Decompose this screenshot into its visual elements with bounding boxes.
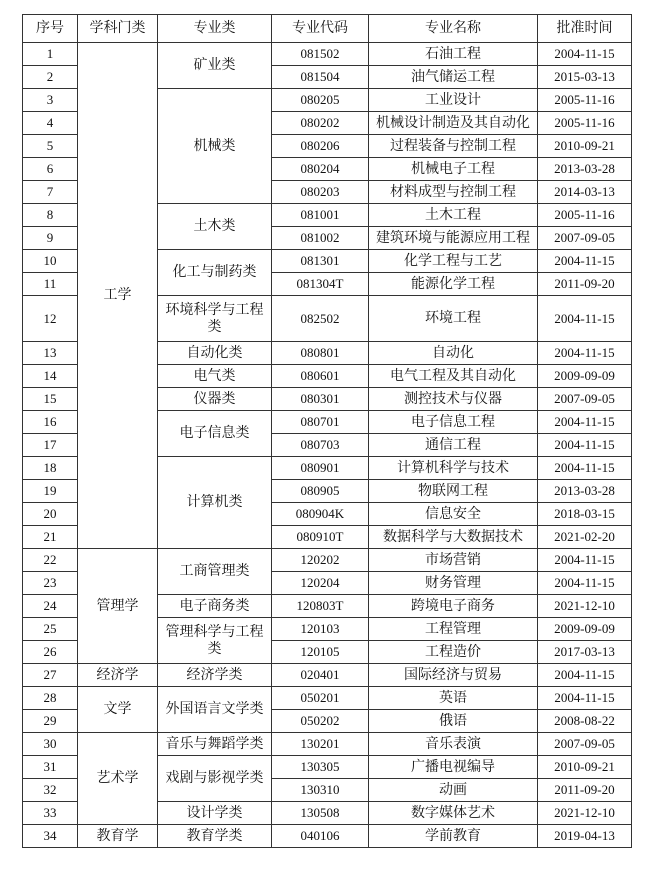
approval-date-cell: 2007-09-05 <box>538 388 632 411</box>
serial-cell: 33 <box>23 802 78 825</box>
approval-date-cell: 2008-08-22 <box>538 710 632 733</box>
major-code-cell: 120202 <box>272 549 369 572</box>
major-name-cell: 测控技术与仪器 <box>369 388 538 411</box>
major-name-cell: 国际经济与贸易 <box>369 664 538 687</box>
discipline-cell: 工学 <box>78 43 158 549</box>
serial-cell: 3 <box>23 89 78 112</box>
major-code-cell: 050202 <box>272 710 369 733</box>
major-code-cell: 050201 <box>272 687 369 710</box>
serial-cell: 11 <box>23 273 78 296</box>
major-name-cell: 广播电视编导 <box>369 756 538 779</box>
major-code-cell: 081002 <box>272 227 369 250</box>
category-cell: 矿业类 <box>158 43 272 89</box>
table-body <box>23 43 632 848</box>
approval-date-cell: 2007-09-05 <box>538 733 632 756</box>
category-cell: 自动化类 <box>158 342 272 365</box>
major-name-cell: 电子信息工程 <box>369 411 538 434</box>
major-code-cell: 081301 <box>272 250 369 273</box>
header-row <box>23 15 632 43</box>
serial-cell: 31 <box>23 756 78 779</box>
major-code-cell: 081502 <box>272 43 369 66</box>
header-major-name: 专业名称 <box>369 15 538 43</box>
major-code-cell: 080204 <box>272 158 369 181</box>
table-row <box>23 549 632 572</box>
major-name-cell: 工程造价 <box>369 641 538 664</box>
serial-cell: 8 <box>23 204 78 227</box>
approval-date-cell: 2013-03-28 <box>538 158 632 181</box>
approval-date-cell: 2005-11-16 <box>538 112 632 135</box>
approval-date-cell: 2004-11-15 <box>538 549 632 572</box>
major-code-cell: 020401 <box>272 664 369 687</box>
major-code-cell: 130310 <box>272 779 369 802</box>
major-code-cell: 081001 <box>272 204 369 227</box>
approval-date-cell: 2004-11-15 <box>538 296 632 342</box>
major-code-cell: 080206 <box>272 135 369 158</box>
serial-cell: 16 <box>23 411 78 434</box>
category-cell: 仪器类 <box>158 388 272 411</box>
major-name-cell: 机械设计制造及其自动化 <box>369 112 538 135</box>
category-cell: 电子信息类 <box>158 411 272 457</box>
approval-date-cell: 2004-11-15 <box>538 250 632 273</box>
approval-date-cell: 2009-09-09 <box>538 365 632 388</box>
serial-cell: 21 <box>23 526 78 549</box>
table-row <box>23 687 632 710</box>
major-name-cell: 电气工程及其自动化 <box>369 365 538 388</box>
approval-date-cell: 2015-03-13 <box>538 66 632 89</box>
table-row <box>23 733 632 756</box>
serial-cell: 7 <box>23 181 78 204</box>
serial-cell: 23 <box>23 572 78 595</box>
major-name-cell: 音乐表演 <box>369 733 538 756</box>
major-name-cell: 动画 <box>369 779 538 802</box>
approval-date-cell: 2004-11-15 <box>538 457 632 480</box>
approval-date-cell: 2009-09-09 <box>538 618 632 641</box>
major-code-cell: 120103 <box>272 618 369 641</box>
category-cell: 土木类 <box>158 204 272 250</box>
major-code-cell: 130305 <box>272 756 369 779</box>
major-code-cell: 080910T <box>272 526 369 549</box>
approval-date-cell: 2004-11-15 <box>538 687 632 710</box>
serial-cell: 18 <box>23 457 78 480</box>
major-name-cell: 市场营销 <box>369 549 538 572</box>
approval-date-cell: 2010-09-21 <box>538 135 632 158</box>
discipline-cell: 艺术学 <box>78 733 158 825</box>
major-code-cell: 080703 <box>272 434 369 457</box>
serial-cell: 26 <box>23 641 78 664</box>
approval-date-cell: 2021-12-10 <box>538 802 632 825</box>
approval-date-cell: 2004-11-15 <box>538 43 632 66</box>
major-code-cell: 080205 <box>272 89 369 112</box>
category-cell: 电气类 <box>158 365 272 388</box>
approval-date-cell: 2018-03-15 <box>538 503 632 526</box>
major-code-cell: 130201 <box>272 733 369 756</box>
header-code: 专业代码 <box>272 15 369 43</box>
serial-cell: 10 <box>23 250 78 273</box>
major-name-cell: 通信工程 <box>369 434 538 457</box>
serial-cell: 15 <box>23 388 78 411</box>
major-code-cell: 080901 <box>272 457 369 480</box>
major-name-cell: 数字媒体艺术 <box>369 802 538 825</box>
major-name-cell: 工程管理 <box>369 618 538 641</box>
major-name-cell: 自动化 <box>369 342 538 365</box>
header-approval-date: 批准时间 <box>538 15 632 43</box>
category-cell: 电子商务类 <box>158 595 272 618</box>
serial-cell: 17 <box>23 434 78 457</box>
serial-cell: 25 <box>23 618 78 641</box>
major-name-cell: 机械电子工程 <box>369 158 538 181</box>
approval-date-cell: 2004-11-15 <box>538 572 632 595</box>
category-cell: 戏剧与影视学类 <box>158 756 272 802</box>
discipline-cell: 管理学 <box>78 549 158 664</box>
major-name-cell: 过程装备与控制工程 <box>369 135 538 158</box>
serial-cell: 1 <box>23 43 78 66</box>
major-name-cell: 学前教育 <box>369 825 538 848</box>
approval-date-cell: 2007-09-05 <box>538 227 632 250</box>
category-cell: 经济学类 <box>158 664 272 687</box>
major-name-cell: 数据科学与大数据技术 <box>369 526 538 549</box>
major-code-cell: 080904K <box>272 503 369 526</box>
major-code-cell: 130508 <box>272 802 369 825</box>
category-cell: 教育学类 <box>158 825 272 848</box>
serial-cell: 19 <box>23 480 78 503</box>
approval-date-cell: 2017-03-13 <box>538 641 632 664</box>
major-code-cell: 080801 <box>272 342 369 365</box>
approval-date-cell: 2004-11-15 <box>538 434 632 457</box>
major-code-cell: 080301 <box>272 388 369 411</box>
category-cell: 工商管理类 <box>158 549 272 595</box>
major-code-cell: 120204 <box>272 572 369 595</box>
serial-cell: 6 <box>23 158 78 181</box>
approval-date-cell: 2004-11-15 <box>538 664 632 687</box>
category-cell: 计算机类 <box>158 457 272 549</box>
major-name-cell: 材料成型与控制工程 <box>369 181 538 204</box>
approval-date-cell: 2005-11-16 <box>538 204 632 227</box>
serial-cell: 4 <box>23 112 78 135</box>
approval-date-cell: 2011-09-20 <box>538 273 632 296</box>
serial-cell: 32 <box>23 779 78 802</box>
category-cell: 化工与制药类 <box>158 250 272 296</box>
major-name-cell: 工业设计 <box>369 89 538 112</box>
major-code-cell: 080701 <box>272 411 369 434</box>
approval-date-cell: 2019-04-13 <box>538 825 632 848</box>
major-code-cell: 081504 <box>272 66 369 89</box>
major-name-cell: 财务管理 <box>369 572 538 595</box>
serial-cell: 29 <box>23 710 78 733</box>
serial-cell: 27 <box>23 664 78 687</box>
major-code-cell: 120105 <box>272 641 369 664</box>
approval-date-cell: 2021-02-20 <box>538 526 632 549</box>
discipline-cell: 经济学 <box>78 664 158 687</box>
header-serial: 序号 <box>23 15 78 43</box>
discipline-cell: 教育学 <box>78 825 158 848</box>
serial-cell: 2 <box>23 66 78 89</box>
approval-date-cell: 2010-09-21 <box>538 756 632 779</box>
category-cell: 环境科学与工程类 <box>158 296 272 342</box>
major-name-cell: 化学工程与工艺 <box>369 250 538 273</box>
category-cell: 机械类 <box>158 89 272 204</box>
serial-cell: 24 <box>23 595 78 618</box>
approval-date-cell: 2021-12-10 <box>538 595 632 618</box>
major-code-cell: 080905 <box>272 480 369 503</box>
major-name-cell: 建筑环境与能源应用工程 <box>369 227 538 250</box>
approval-date-cell: 2004-11-15 <box>538 411 632 434</box>
approval-date-cell: 2004-11-15 <box>538 342 632 365</box>
serial-cell: 9 <box>23 227 78 250</box>
major-code-cell: 080601 <box>272 365 369 388</box>
serial-cell: 12 <box>23 296 78 342</box>
approval-date-cell: 2013-03-28 <box>538 480 632 503</box>
majors-table <box>22 14 632 848</box>
serial-cell: 13 <box>23 342 78 365</box>
major-name-cell: 石油工程 <box>369 43 538 66</box>
serial-cell: 28 <box>23 687 78 710</box>
major-code-cell: 081304T <box>272 273 369 296</box>
serial-cell: 20 <box>23 503 78 526</box>
table-row <box>23 43 632 66</box>
table-row <box>23 664 632 687</box>
header-discipline: 学科门类 <box>78 15 158 43</box>
category-cell: 设计学类 <box>158 802 272 825</box>
approval-date-cell: 2005-11-16 <box>538 89 632 112</box>
major-name-cell: 计算机科学与技术 <box>369 457 538 480</box>
major-name-cell: 英语 <box>369 687 538 710</box>
category-cell: 外国语言文学类 <box>158 687 272 733</box>
major-name-cell: 物联网工程 <box>369 480 538 503</box>
major-name-cell: 土木工程 <box>369 204 538 227</box>
serial-cell: 5 <box>23 135 78 158</box>
approval-date-cell: 2014-03-13 <box>538 181 632 204</box>
approval-date-cell: 2011-09-20 <box>538 779 632 802</box>
major-code-cell: 082502 <box>272 296 369 342</box>
serial-cell: 30 <box>23 733 78 756</box>
header-category: 专业类 <box>158 15 272 43</box>
serial-cell: 22 <box>23 549 78 572</box>
category-cell: 管理科学与工程类 <box>158 618 272 664</box>
major-name-cell: 俄语 <box>369 710 538 733</box>
major-code-cell: 120803T <box>272 595 369 618</box>
table-row <box>23 825 632 848</box>
major-name-cell: 油气储运工程 <box>369 66 538 89</box>
major-code-cell: 080203 <box>272 181 369 204</box>
serial-cell: 34 <box>23 825 78 848</box>
major-name-cell: 能源化学工程 <box>369 273 538 296</box>
major-code-cell: 040106 <box>272 825 369 848</box>
major-name-cell: 环境工程 <box>369 296 538 342</box>
major-name-cell: 信息安全 <box>369 503 538 526</box>
category-cell: 音乐与舞蹈学类 <box>158 733 272 756</box>
discipline-cell: 文学 <box>78 687 158 733</box>
major-code-cell: 080202 <box>272 112 369 135</box>
major-name-cell: 跨境电子商务 <box>369 595 538 618</box>
serial-cell: 14 <box>23 365 78 388</box>
